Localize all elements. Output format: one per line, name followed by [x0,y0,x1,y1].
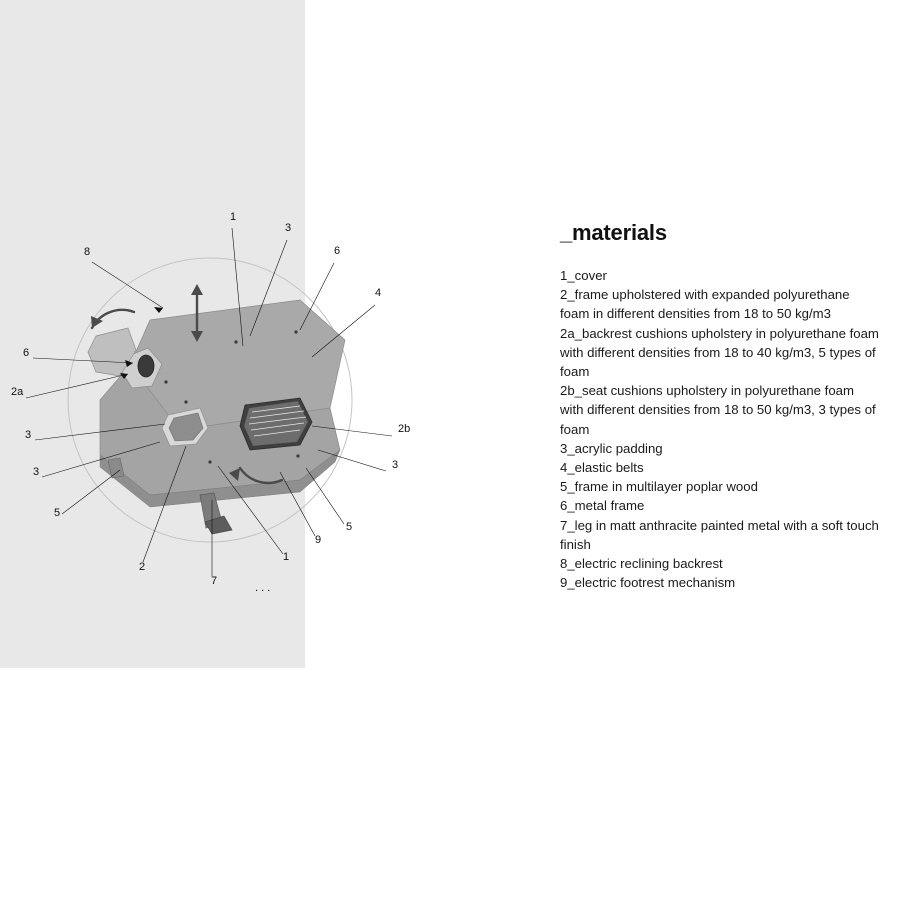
material-item-2a: 2a_backrest cushions upholstery in polyurethane foam with different densities from 18 to 40 kg/m3, 5 types of foam [560,325,879,380]
materials-list [560,266,880,592]
callout-5a: 5 [54,507,61,519]
callout-2: 2 [139,561,146,573]
callout-ellipsis: . . . [255,582,271,594]
callout-2a: 2a [11,386,24,398]
material-item-2b: 2b_seat cushions upholstery in polyurethane foam with different densities from 18 to 50 kg/m3, 3 types of foam [560,383,876,437]
material-item-1: 1_cover [560,268,607,283]
callout-5b: 5 [346,521,353,533]
exploded-armchair-diagram [0,150,470,640]
material-item-3: 3_acrylic padding [560,440,663,456]
callout-6b: 6 [23,347,30,359]
callout-3a: 3 [285,222,292,234]
callout-7: 7 [211,575,218,587]
materials-title: _materials [560,220,667,245]
material-item-8: 8_electric reclining backrest [560,556,723,572]
materials-panel [560,222,880,592]
callout-3d: 3 [392,459,399,471]
material-item-5: 5_frame in multilayer poplar wood [560,479,758,495]
callout-1b: 1 [283,551,290,563]
callout-9: 9 [315,534,322,546]
metal-frame-hole [138,355,154,377]
callout-4: 4 [375,287,382,299]
callout-6a: 6 [334,245,341,257]
material-item-2: 2_frame upholstered with expanded polyurethane foam in different densities from 18 to 50 kg/m3 [560,287,850,322]
callout-3c: 3 [33,466,40,478]
callout-2b: 2b [398,423,411,435]
callout-1: 1 [230,211,237,223]
callout-8: 8 [84,246,91,258]
callout-3b: 3 [25,429,32,441]
material-item-6: 6_metal frame [560,498,645,514]
material-item-4: 4_elastic belts [560,460,644,476]
armchair-illustration [88,300,345,534]
material-item-7: 7_leg in matt anthracite painted metal with a soft touch finish [560,517,879,552]
material-item-9: 9_electric footrest mechanism [560,575,736,591]
